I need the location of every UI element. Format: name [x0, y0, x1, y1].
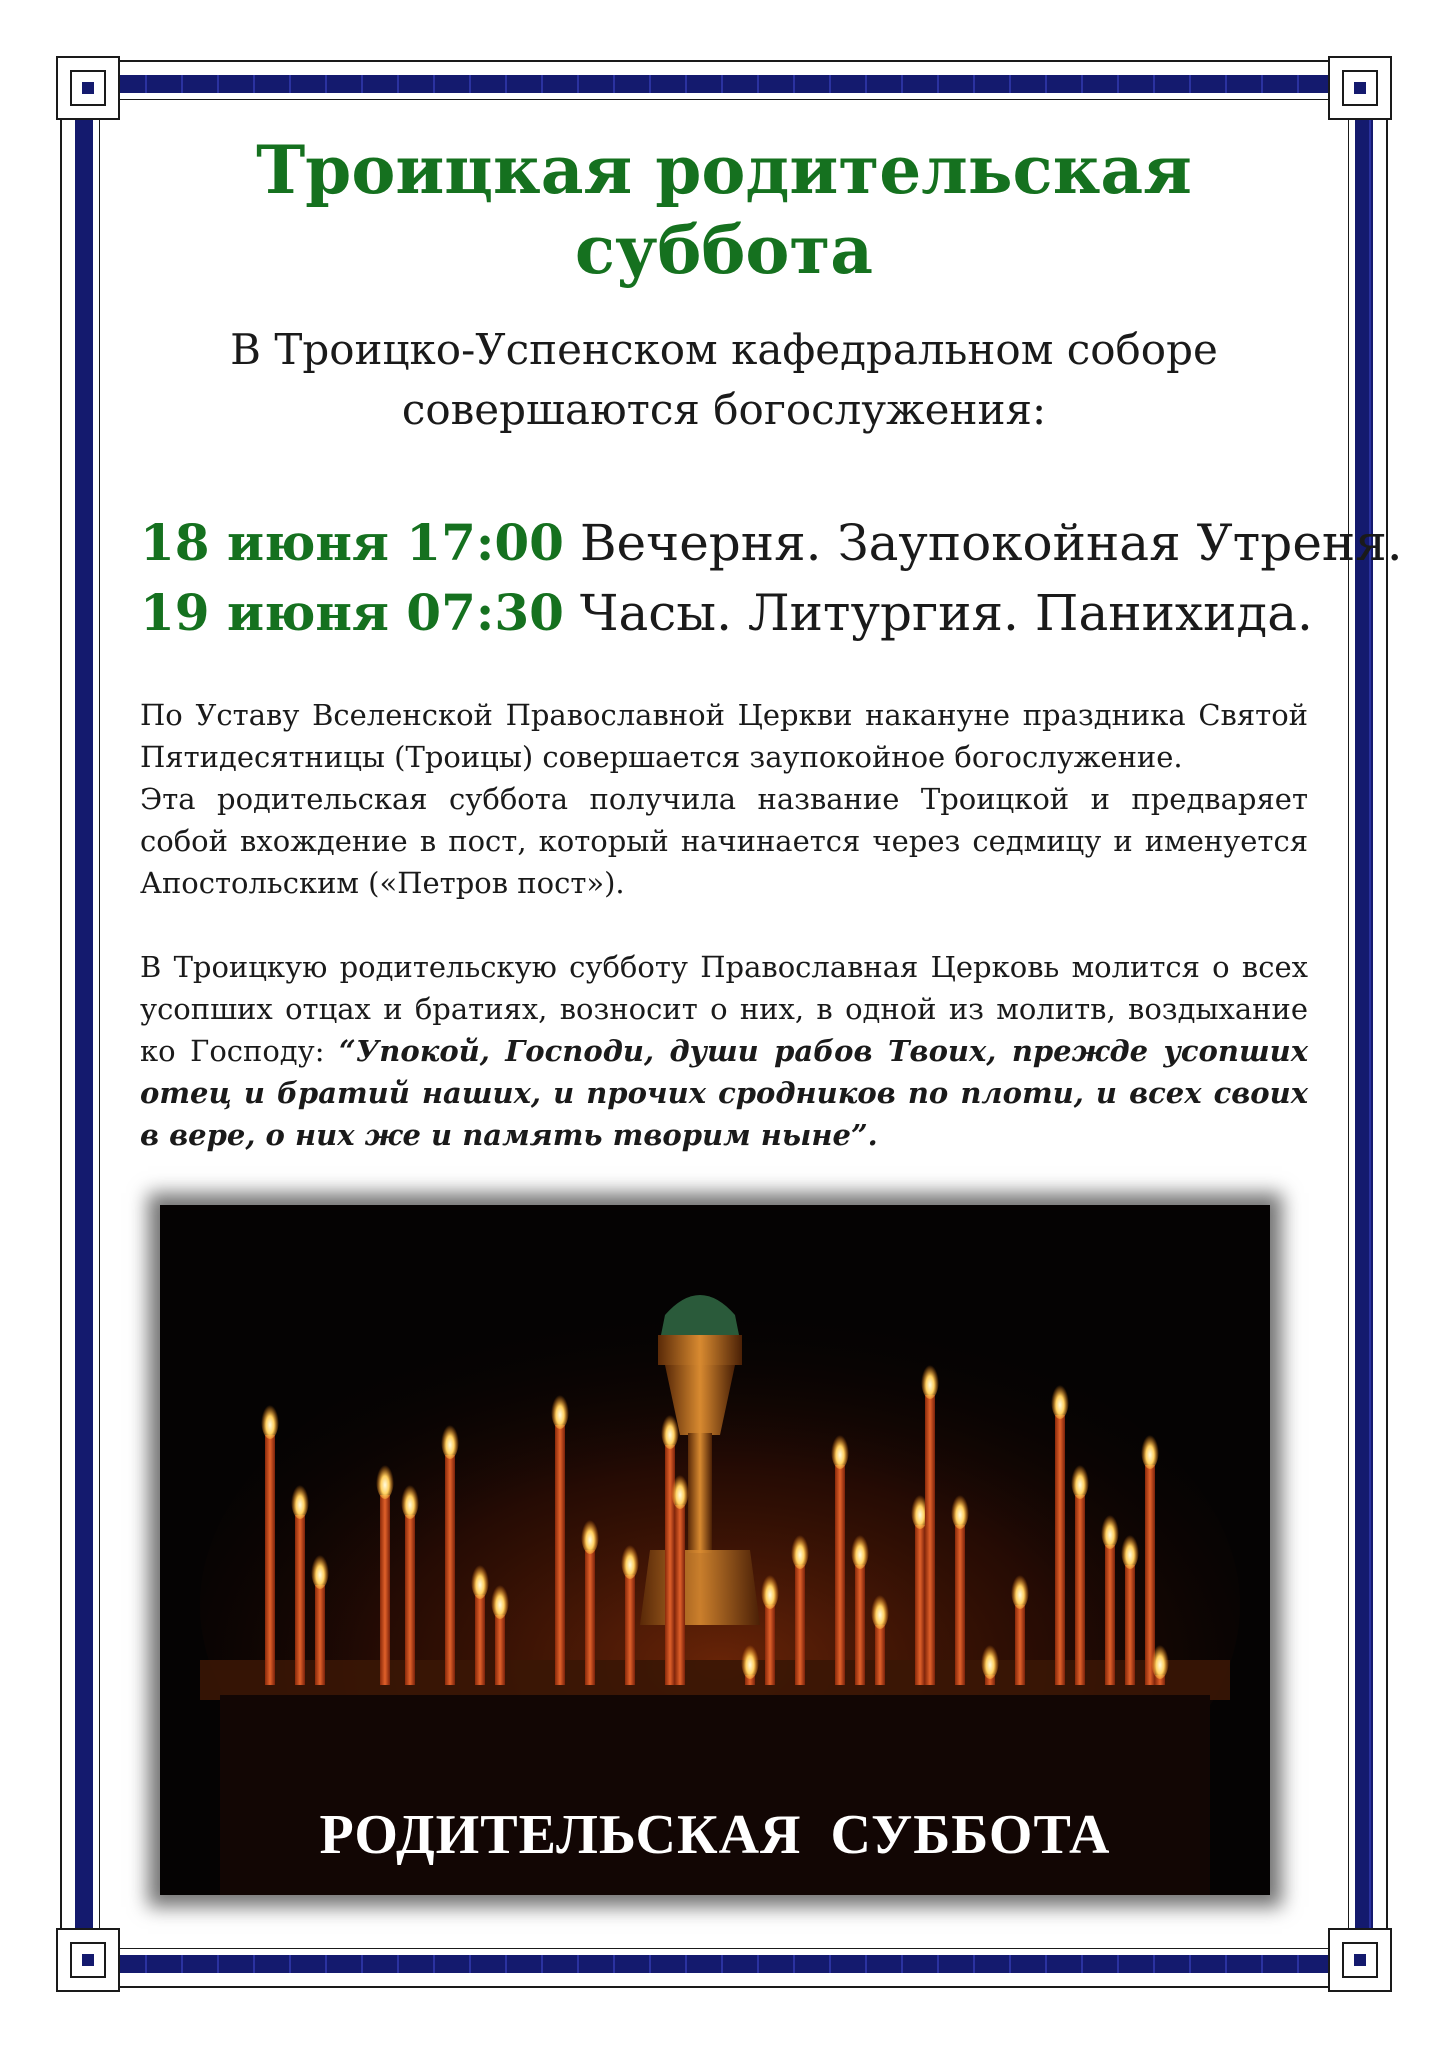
photo-caption: РОДИТЕЛЬСКАЯ СУББОТА	[319, 1804, 1111, 1866]
candle	[1055, 1415, 1065, 1685]
body-paragraph-2: Эта родительская суббота получила название Троицкой и предваряет собой вхождение в пост, который начинается через седмицу и именуется Апостольским («Петров пост»).	[140, 782, 1308, 900]
page-title: Троицкая родительская суббота	[256, 131, 1192, 289]
candle	[555, 1425, 565, 1685]
candle-flame	[671, 1469, 689, 1509]
schedule-services: Вечерня. Заупокойная Утреня.	[579, 514, 1403, 572]
candle-flame	[401, 1479, 419, 1519]
candle	[625, 1575, 635, 1685]
candle	[915, 1525, 925, 1685]
candle-flame	[1071, 1459, 1089, 1499]
candle	[1075, 1495, 1085, 1685]
schedule-item	[140, 578, 1313, 648]
candle	[675, 1505, 685, 1685]
candle-flame	[471, 1559, 489, 1599]
candle	[315, 1585, 325, 1685]
candle	[380, 1495, 390, 1685]
candle	[585, 1550, 595, 1685]
candle-flame	[851, 1529, 869, 1569]
candle-flame	[441, 1419, 459, 1459]
candle-flame	[951, 1489, 969, 1529]
subtitle-line-1: В Троицко-Успенском кафедральном соборе	[230, 325, 1218, 374]
candle-flame	[291, 1479, 309, 1519]
candle-flame	[1141, 1429, 1159, 1469]
candle	[1125, 1565, 1135, 1685]
paragraph-3-intro: В Троицкую родительскую субботу Православная Церковь молится о всех усопших отцах и братиях, возносит о них, в одной из молитв, воздыхание ко Господу:	[140, 950, 1308, 1068]
body-paragraph-3	[140, 946, 1308, 1156]
schedule-item	[140, 508, 1403, 578]
candle-flame	[1051, 1379, 1069, 1419]
candle	[1105, 1545, 1115, 1685]
candle-flame	[311, 1549, 329, 1589]
candle-flame	[761, 1569, 779, 1609]
border-corner-top-left	[56, 56, 120, 120]
candles-photo	[160, 1205, 1270, 1895]
prayer-quote: “Упокой, Господи, души рабов Твоих, прежде усопших отец и братий наших, и прочих сродников по плоти, и всех своих в вере, о них же и память творим ныне”.	[140, 1034, 1309, 1152]
candle	[405, 1515, 415, 1685]
candle	[855, 1565, 865, 1685]
candle-flame	[661, 1409, 679, 1449]
border-corner-top-right	[1328, 56, 1392, 120]
subtitle-line-2: совершаются богослужения:	[401, 385, 1047, 434]
candle	[475, 1595, 485, 1685]
candle-flame	[261, 1399, 279, 1439]
candle-flame	[581, 1514, 599, 1554]
schedule-date: 18 июня 17:00	[140, 513, 564, 572]
service-schedule	[140, 508, 1403, 648]
candle-flame	[741, 1639, 759, 1679]
candle	[1015, 1605, 1025, 1685]
candle-flame	[491, 1579, 509, 1619]
candle	[835, 1465, 845, 1685]
candle	[955, 1525, 965, 1685]
candle-flame	[621, 1539, 639, 1579]
candle-flame	[551, 1389, 569, 1429]
candle-flame	[1151, 1639, 1169, 1679]
schedule-date: 19 июня 07:30	[140, 583, 564, 642]
candle-flame	[871, 1589, 889, 1629]
candle-flame	[1101, 1509, 1119, 1549]
candles-illustration	[160, 1205, 1270, 1895]
schedule-services: Часы. Литургия. Панихида.	[579, 584, 1313, 642]
candle-flame	[831, 1429, 849, 1469]
candle	[495, 1615, 505, 1685]
candle	[765, 1605, 775, 1685]
body-paragraph-1: По Уставу Вселенской Православной Церкви накануне праздника Святой Пятидесятницы (Троицы) совершается заупокойное богослужение.	[140, 698, 1308, 774]
candle-flame	[791, 1529, 809, 1569]
border-corner-bottom-left	[56, 1928, 120, 1992]
candle-flame	[1011, 1569, 1029, 1609]
page-subtitle	[140, 320, 1308, 440]
border-corner-bottom-right	[1328, 1928, 1392, 1992]
candle-flame	[921, 1359, 939, 1399]
candle-flame	[981, 1639, 999, 1679]
candle	[925, 1395, 935, 1685]
candle	[445, 1455, 455, 1685]
candle	[795, 1565, 805, 1685]
candle	[875, 1625, 885, 1685]
document-content	[140, 130, 1403, 1156]
candle-flame	[1121, 1529, 1139, 1569]
candle-flame	[376, 1459, 394, 1499]
candle	[265, 1435, 275, 1685]
candle	[295, 1515, 305, 1685]
